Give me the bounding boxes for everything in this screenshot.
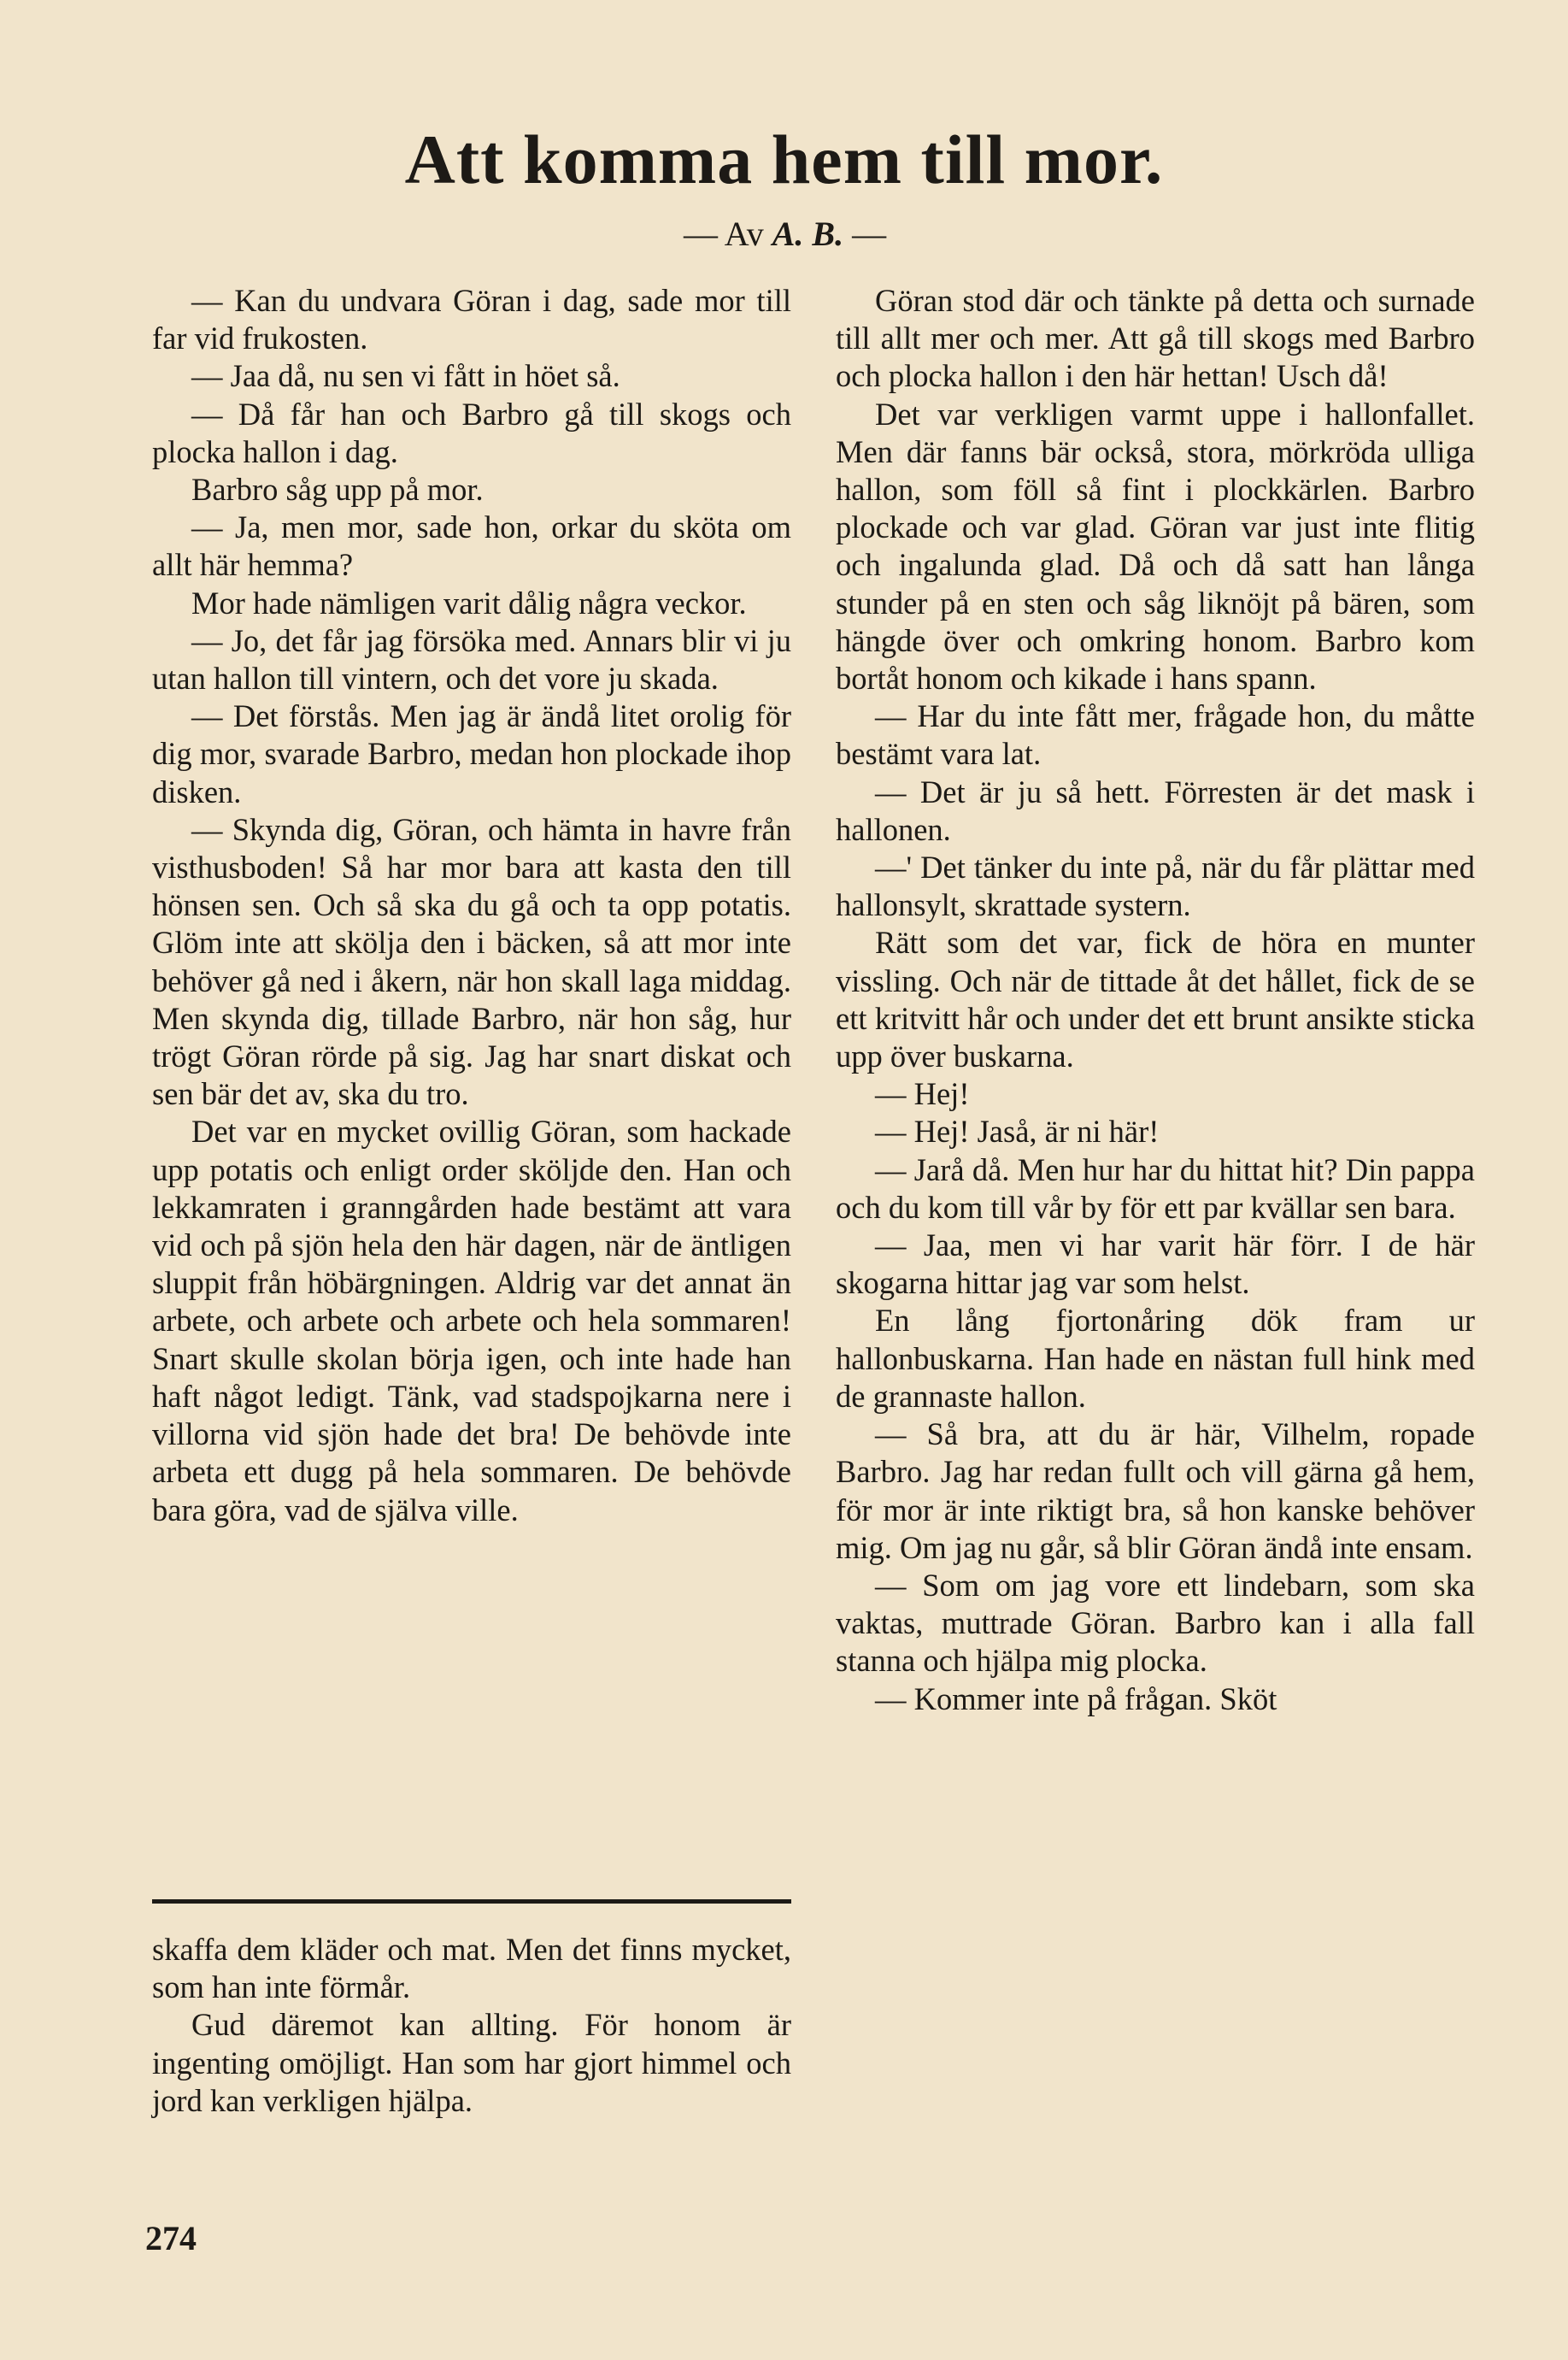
paragraph: — Har du inte fått mer, frågade hon, du måtte bestämt vara lat. xyxy=(836,698,1475,772)
article-title: Att komma hem till mor. xyxy=(404,121,1164,198)
paragraph: — Jarå då. Men hur har du hittat hit? Din pappa och du kom till vår by för ett par kvällar sen bara. xyxy=(836,1151,1475,1225)
paragraph: Gud däremot kan allting. För honom är ingenting omöjligt. Han som har gjort himmel och jord kan verkligen hjälpa. xyxy=(152,2007,791,2118)
paragraph: — Kommer inte på frågan. Sköt xyxy=(875,1680,1277,1716)
paragraph: — Som om jag vore ett lindebarn, som ska vaktas, muttrade Göran. Barbro kan i alla fall stanna och hjälpa mig plocka. xyxy=(836,1567,1475,1679)
paragraph: — Hej! xyxy=(875,1076,970,1112)
paragraph: — Så bra, att du är här, Vilhelm, ropade Barbro. Jag har redan fullt och vill gärna gå hem, för mor är inte riktigt bra, så hon kanske behöver mig. Om jag nu går, så blir Göran ändå inte ensam. xyxy=(836,1416,1475,1565)
paragraph: En lång fjortonåring dök fram ur hallonbuskarna. Han hade en nästan full hink med de grannaste hallon. xyxy=(836,1303,1475,1414)
left-column-top xyxy=(152,282,791,1529)
paragraph: —' Det tänker du inte på, när du får plättar med hallonsylt, skrattade systern. xyxy=(836,850,1475,923)
section-divider xyxy=(152,1899,791,1904)
paragraph: skaffa dem kläder och mat. Men det finns mycket, som han inte förmår. xyxy=(152,1932,791,2005)
paragraph: — Jo, det får jag försöka med. Annars blir vi ju utan hallon till vintern, och det vore ju skada. xyxy=(152,622,791,697)
right-column xyxy=(836,282,1475,1718)
byline-prefix: — Av xyxy=(684,215,764,253)
paragraph: Göran stod där och tänkte på detta och surnade till allt mer och mer. Att gå till skogs med Barbro och plocka hallon i den här hettan! Usch då! xyxy=(836,283,1475,394)
paragraph: Mor hade nämligen varit dålig några veckor. xyxy=(191,585,747,621)
paragraph: — Ja, men mor, sade hon, orkar du sköta om allt här hemma? xyxy=(152,509,791,583)
paragraph: Rätt som det var, fick de höra en munter vissling. Och när de tittade åt det hållet, fick de se ett kritvitt hår och under det ett brunt ansikte sticka upp över buskarna. xyxy=(836,925,1475,1074)
page-number: 274 xyxy=(145,2219,197,2257)
paragraph: Barbro såg upp på mor. xyxy=(191,472,484,508)
left-column-bottom xyxy=(152,1931,791,2120)
paragraph: — Kan du undvara Göran i dag, sade mor till far vid frukosten. xyxy=(152,283,791,356)
byline-suffix: — xyxy=(852,215,887,253)
paragraph: Det var en mycket ovillig Göran, som hackade upp potatis och enligt order sköljde den. Han och lekkamraten i granngården hade bestämt att vara vid och på sjön hela den här dagen, när de äntligen sluppit från höbärgningen. Aldrig var det annat än arbete, och arbete och arbete och hela sommaren! Snart skulle skolan börja igen, och inte hade han haft något ledigt. Tänk, vad stadspojkarna nere i villorna vid sjön hade det bra! De behövde inte arbeta ett dugg på hela sommaren. De behövde bara göra, vad de själva ville. xyxy=(152,1114,791,1527)
paragraph: — Då får han och Barbro gå till skogs och plocka hallon i dag. xyxy=(152,396,791,469)
byline-author: A. B. xyxy=(772,215,844,253)
paragraph: Det var verkligen varmt uppe i hallonfallet. Men där fanns bär också, stora, mörkröda ulliga hallon, som föll så fint i plockkärlen. Barbro plockade och var glad. Göran var just inte flitig och ingalunda glad. Då och då satt han långa stunder på en sten och såg liknöjt på bären, som hängde över och omkring honom. Barbro kom bortåt honom och kikade i hans spann. xyxy=(836,396,1475,697)
paragraph: — Det förstås. Men jag är ändå litet orolig för dig mor, svarade Barbro, medan hon plockade ihop disken. xyxy=(152,698,791,809)
byline xyxy=(684,214,974,254)
paragraph: — Jaa då, nu sen vi fått in höet så. xyxy=(191,358,620,394)
paragraph: — Det är ju så hett. Förresten är det mask i hallonen. xyxy=(836,774,1475,847)
paragraph: — Skynda dig, Göran, och hämta in havre från visthusboden! Så har mor bara att kasta den till hönsen sen. Och så ska du gå och ta opp potatis. Glöm inte att skölja den i bäcken, så att mor inte behöver gå ned i åkern, när hon skall laga middag. Men skynda dig, tillade Barbro, när hon såg, hur trögt Göran rörde på sig. Jag har snart diskat och sen bär det av, ska du tro. xyxy=(152,811,791,1112)
paragraph: — Hej! Jaså, är ni här! xyxy=(875,1114,1160,1150)
paragraph: — Jaa, men vi har varit här förr. I de här skogarna hittar jag var som helst. xyxy=(836,1227,1475,1301)
